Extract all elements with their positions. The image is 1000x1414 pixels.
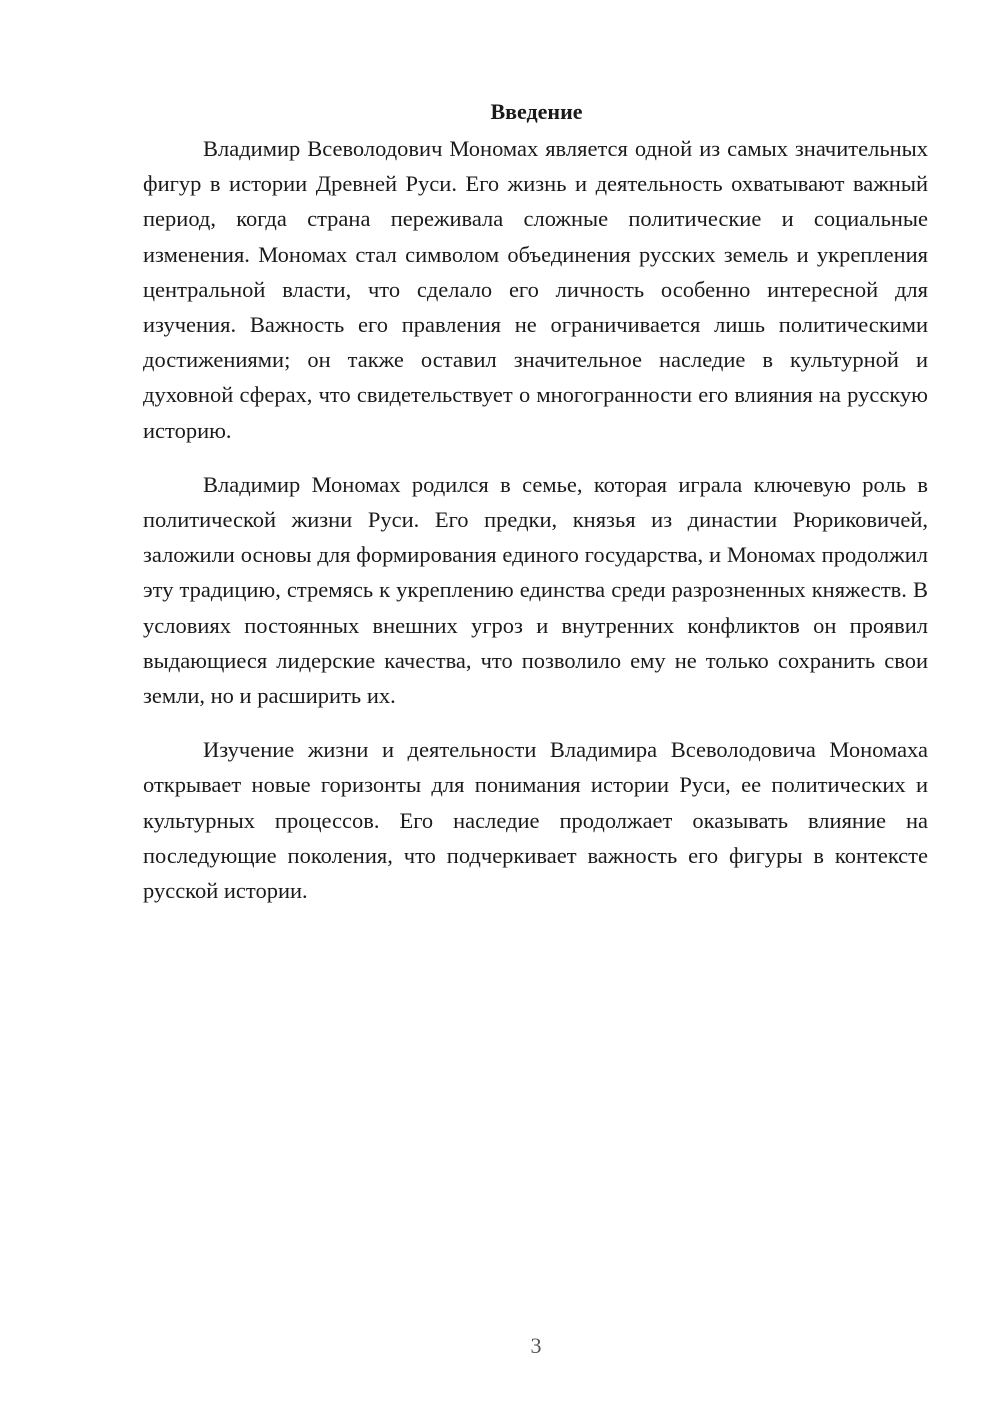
section-title: Введение: [490, 99, 583, 124]
paragraph-1: Владимир Всеволодович Мономах является одной из самых значительных фигур в истории Древней Руси. Его жизнь и деятельность охватывают важный период, когда страна переживала сложные политические и социальные изменения. Мономах стал символом объединения русских земель и укрепления центральной власти, что сделало его личность особенно интересной для изучения. Важность его правления не ограничивается лишь политическими достижениями; он также оставил значительное наследие в культурной и духовной сферах, что свидетельствует о многогранности его влияния на русскую историю.: [143, 136, 928, 443]
page-content: [143, 97, 928, 927]
paragraph-3: Изучение жизни и деятельности Владимира Всеволодовича Мономаха открывает новые горизонты для понимания истории Руси, ее политических и культурных процессов. Его наследие продолжает оказывать влияние на последующие поколения, что подчеркивает важность его фигуры в контексте русской истории.: [143, 737, 928, 904]
paragraph-2: Владимир Мономах родился в семье, которая играла ключевую роль в политической жизни Руси. Его предки, князья из династии Рюриковичей, заложили основы для формирования единого государства, и Мономах продолжил эту традицию, стремясь к укреплению единства среди разрозненных княжеств. В условиях постоянных внешних угроз и внутренних конфликтов он проявил выдающиеся лидерские качества, что позволило ему не только сохранить свои земли, но и расширить их.: [143, 471, 928, 709]
page-number: 3: [530, 1333, 542, 1358]
